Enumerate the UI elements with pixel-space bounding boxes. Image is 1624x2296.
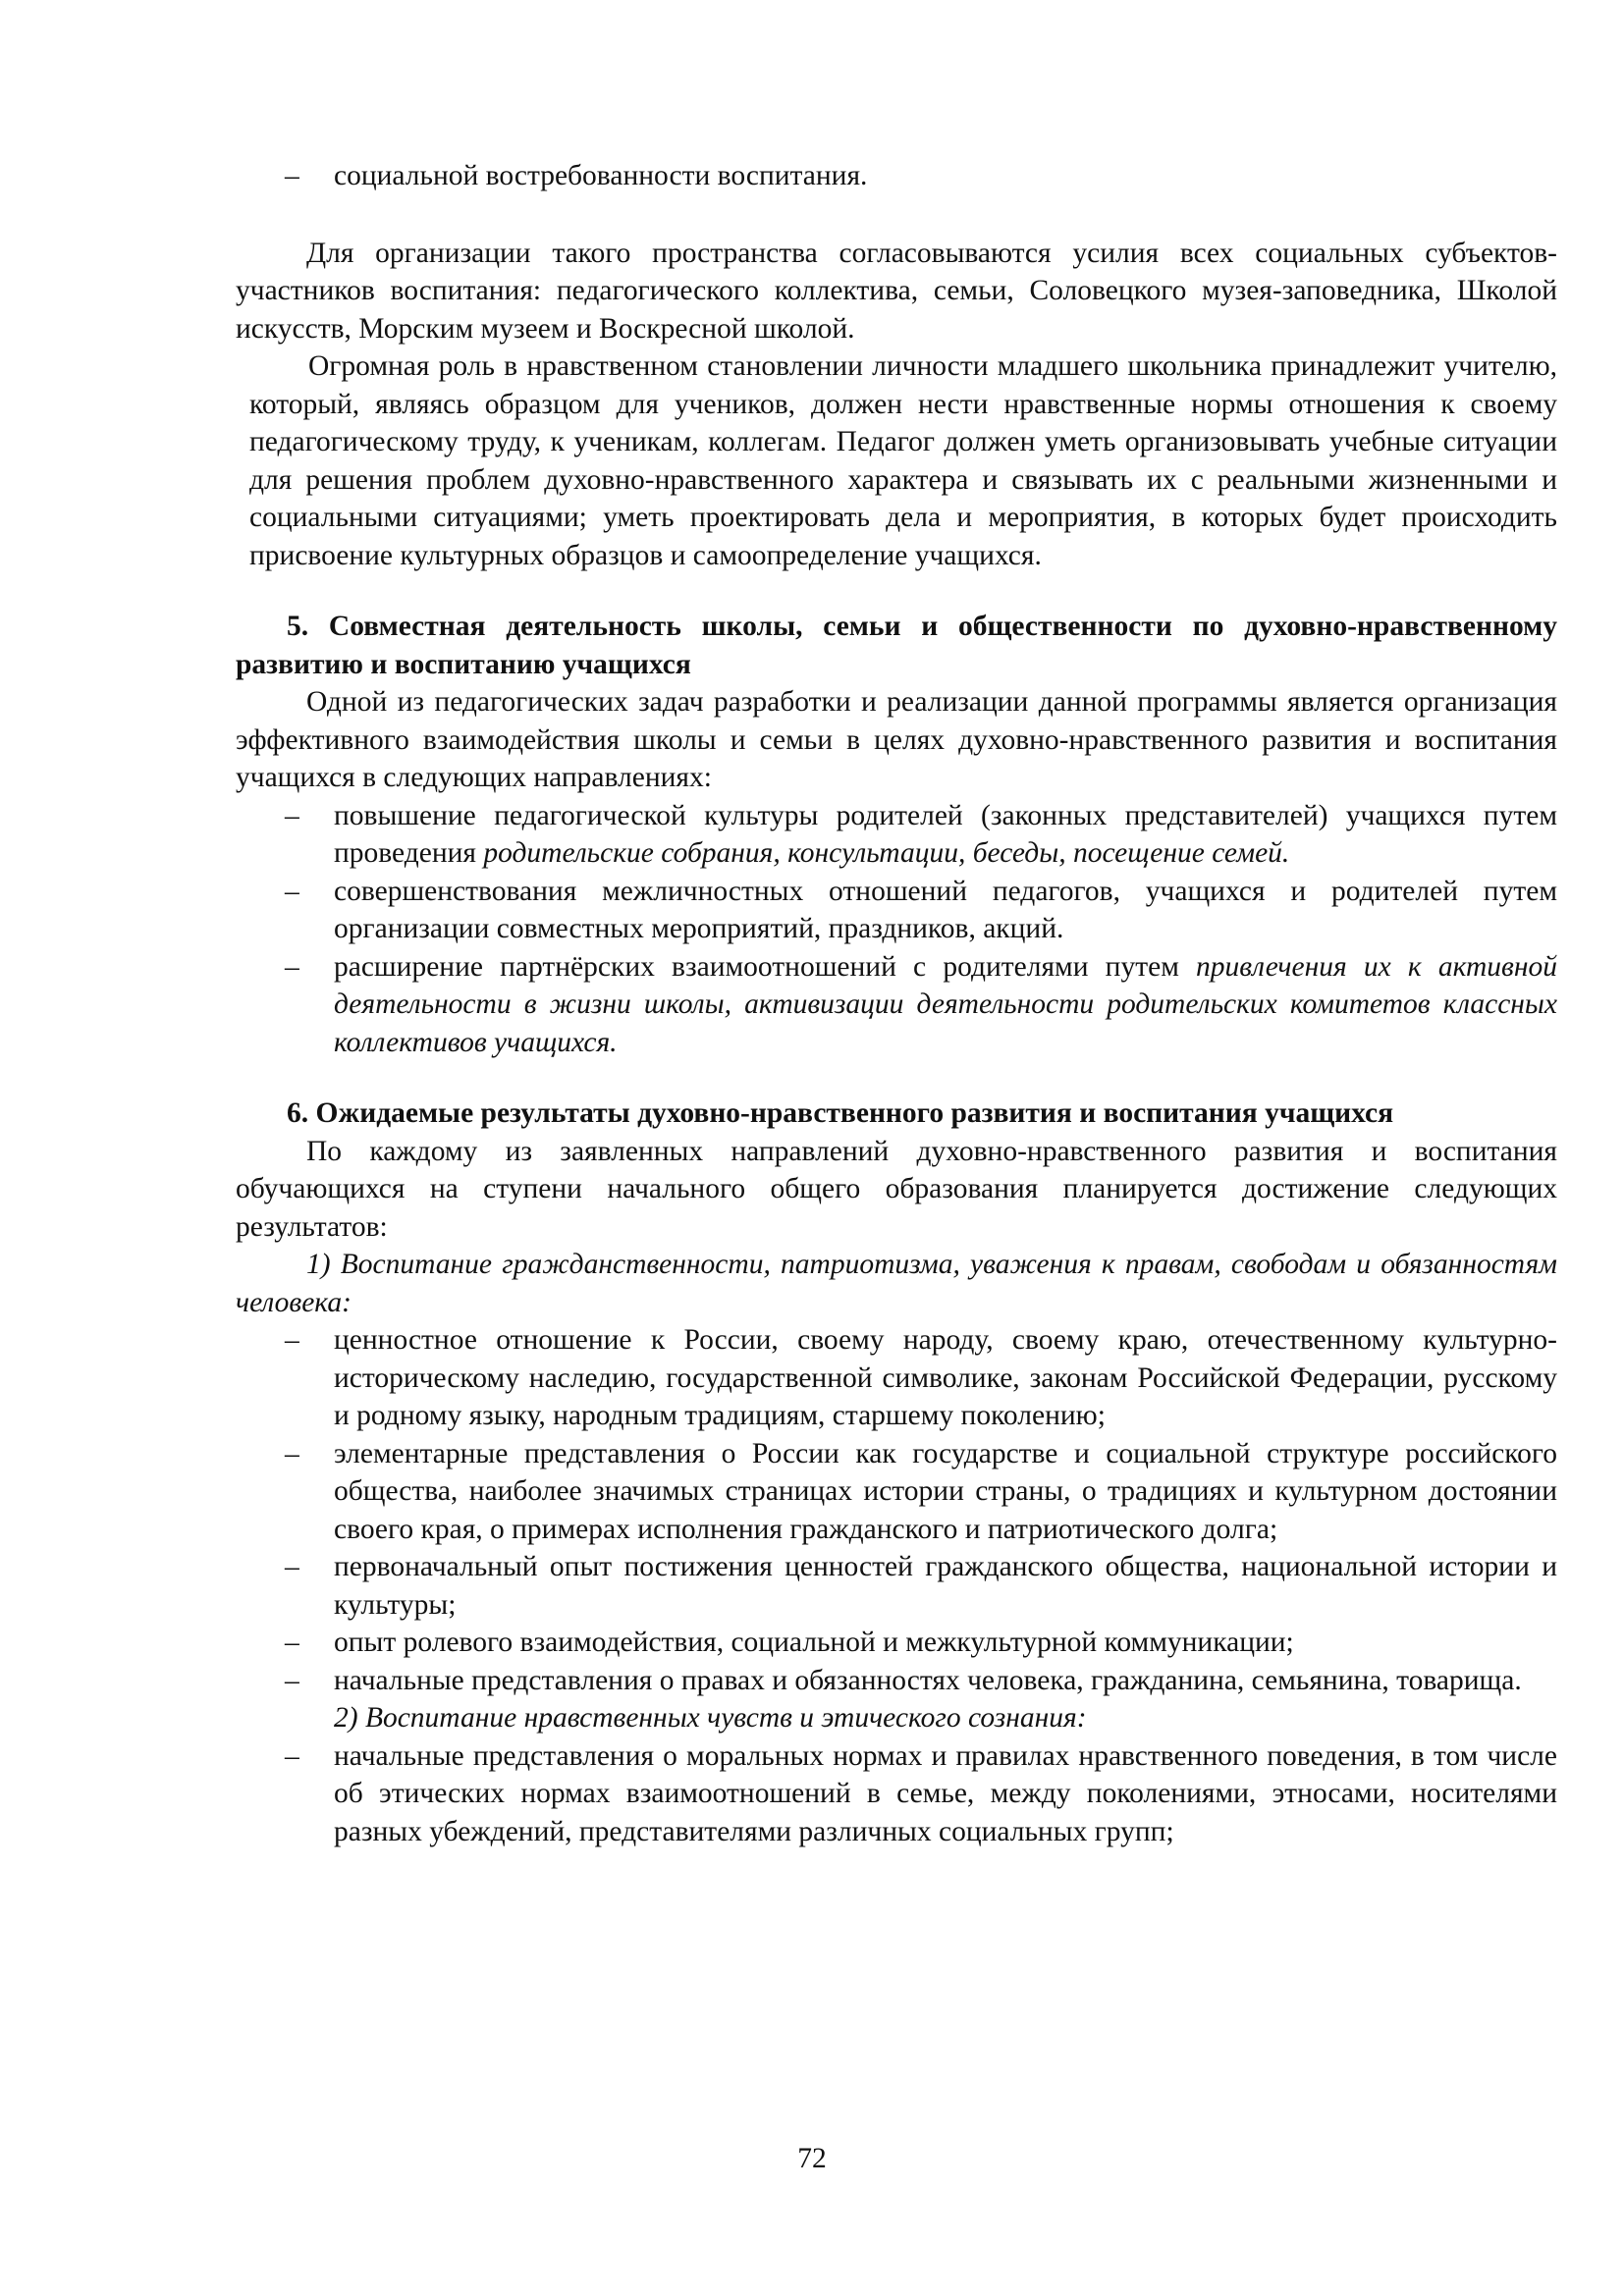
list-item-text: первоначальный опыт постижения ценностей гражданского общества, национальной истории и культуры; — [334, 1551, 1557, 1621]
list-item — [236, 797, 1557, 873]
list-item — [236, 1624, 1557, 1662]
list-item-text: элементарные представления о России как государстве и социальной структуре российского общества, наиболее значимых страницах истории страны, о традициях и культурном достоянии своего края, о примерах исполнения гражданского и патриотического долга; — [334, 1437, 1557, 1545]
list-item-emphasis: привлечения их к активной деятельности в жизни школы, активизации деятельности родительских комитетов классных коллективов учащихся. — [334, 950, 1557, 1058]
list-item — [236, 1435, 1557, 1549]
list-item — [236, 948, 1557, 1062]
bullet-dash: – — [285, 1664, 299, 1696]
list-item-text: повышение педагогической культуры родителей (законных представителей) учащихся путем проведения — [334, 799, 1557, 869]
list-item-text: ценностное отношение к России, своему народу, своему краю, отечественному культурно-историческому наследию, государственной символике, законам Российской Федерации, русскому и родному языку, народным традициям, старшему поколению; — [334, 1324, 1557, 1431]
list-item — [236, 1737, 1557, 1851]
list-item — [236, 1548, 1557, 1624]
list-item — [236, 1321, 1557, 1435]
list-item-text: начальные представления о моральных нормах и правилах нравственного поведения, в том числе об этических нормах взаимоотношений в семье, между поколениями, этносами, носителями разных убеждений, представителями различных социальных групп; — [334, 1739, 1557, 1847]
list-item-text: социальной востребованности воспитания. — [334, 160, 868, 191]
list-item-emphasis: родительские собрания, консультации, беседы, посещение семей. — [483, 837, 1290, 869]
bullet-dash: – — [285, 875, 299, 907]
list-item — [236, 1662, 1557, 1700]
bullet-dash: – — [285, 160, 299, 191]
bullet-dash: – — [285, 799, 299, 831]
paragraph: По каждому из заявленных направлений духовно-нравственного развития и воспитания обучающихся на ступени начального общего образования планируется достижение следующих результатов: — [236, 1135, 1557, 1243]
paragraph: Одной из педагогических задач разработки и реализации данной программы является организация эффективного взаимодействия школы и семьи в целях духовно-нравственного развития и воспитания учащихся в следующих направлениях: — [236, 686, 1557, 793]
paragraph: Огромная роль в нравственном становлении личности младшего школьника принадлежит учителю, который, являясь образцом для учеников, должен нести нравственные нормы отношения к своему педагогическому труду, к ученикам, коллегам. Педагог должен уметь организовывать учебные ситуации для решения проблем духовно-нравственного характера и связывать их с реальными жизненными и социальными ситуациями; уметь проектировать дела и мероприятия, в которых будет происходить присвоение культурных образцов и самоопределение учащихся. — [249, 350, 1557, 571]
list-item-text: начальные представления о правах и обязанностях человека, гражданина, семьянина, товарища. — [334, 1664, 1522, 1696]
list-item-text: расширение партнёрских взаимоотношений с родителями путем — [334, 950, 1197, 983]
page-content — [236, 157, 1557, 1850]
section-heading: 6. Ожидаемые результаты духовно-нравственного развития и воспитания учащихся — [287, 1097, 1394, 1129]
bullet-dash: – — [285, 1739, 299, 1772]
paragraph: Для организации такого пространства согласовываются усилия всех социальных субъектов-участников воспитания: педагогического коллектива, семьи, Соловецкого музея-заповедника, Школой искусств, Морским музеем и Воскресной школой. — [236, 237, 1557, 345]
list-item-text: совершенствования межличностных отношений педагогов, учащихся и родителей путем организации совместных мероприятий, праздников, акций. — [334, 875, 1557, 944]
page-number: 72 — [797, 2143, 827, 2174]
bullet-dash: – — [285, 1627, 299, 1658]
bullet-dash: – — [285, 1437, 299, 1469]
bullet-dash: – — [285, 950, 299, 983]
list-item-text: опыт ролевого взаимодействия, социальной и межкультурной коммуникации; — [334, 1627, 1294, 1658]
section-heading: 5. Совместная деятельность школы, семьи и общественности по духовно-нравственному развитию и воспитанию учащихся — [236, 611, 1557, 680]
subsection-title: 1) Воспитание гражданственности, патриотизма, уважения к правам, свободам и обязанностям человека: — [236, 1249, 1557, 1318]
list-item — [236, 157, 1557, 195]
subsection-title: 2) Воспитание нравственных чувств и этического сознания: — [334, 1702, 1087, 1734]
bullet-dash: – — [285, 1551, 299, 1582]
list-item — [236, 873, 1557, 948]
bullet-dash: – — [285, 1324, 299, 1356]
